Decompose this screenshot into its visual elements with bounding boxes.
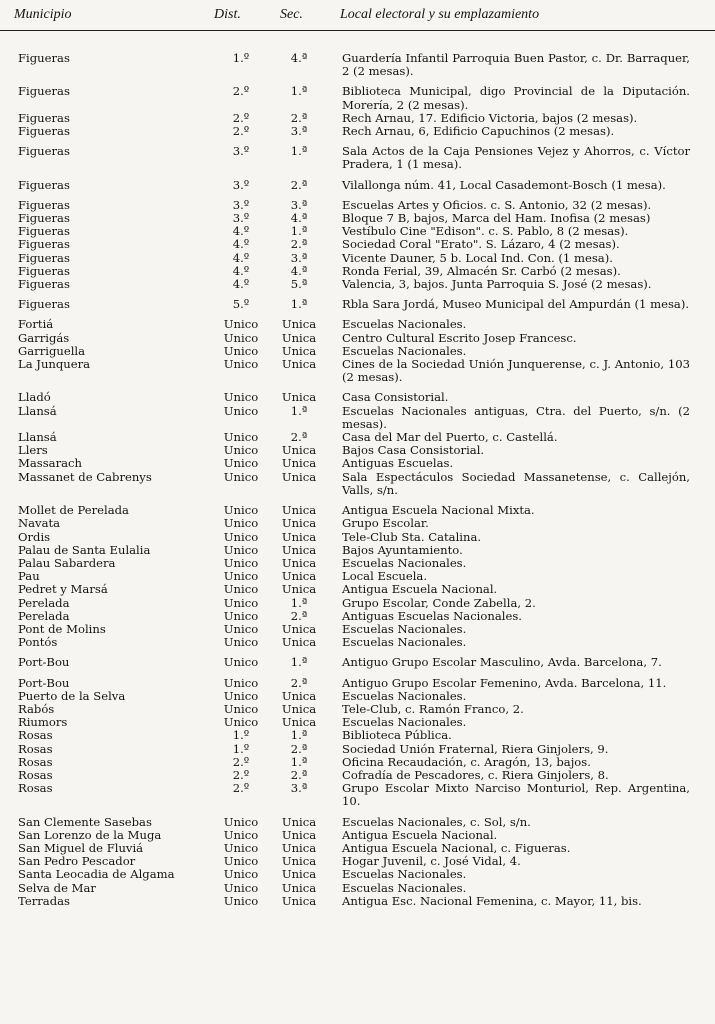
- table-row: [0, 895, 715, 908]
- distrito-cell: Unico: [223, 430, 259, 445]
- seccion-cell: 1.ª: [290, 297, 308, 312]
- table-row: [0, 782, 715, 808]
- municipio-cell: Figueras: [18, 264, 70, 278]
- municipio-cell: Perelada: [18, 609, 70, 623]
- table-row: [0, 882, 715, 895]
- seccion-cell: Unica: [281, 503, 317, 518]
- municipio-cell: Rosas: [18, 755, 53, 769]
- municipio-cell: Terradas: [18, 894, 70, 908]
- local-cell: Bajos Casa Consistorial.: [342, 443, 485, 458]
- local-cell: Antigua Esc. Nacional Femenina, c. Mayor, 11, bis.: [342, 893, 642, 908]
- municipio-cell: Rosas: [18, 768, 53, 782]
- distrito-cell: Unico: [223, 503, 259, 518]
- municipio-cell: Navata: [18, 517, 61, 531]
- seccion-cell: Unica: [281, 582, 317, 597]
- table-row: [0, 405, 715, 431]
- local-cell: Grupo Escolar Mixto Narciso Monturiol, Rep. Argentina, 10.: [342, 781, 690, 809]
- table-row: [0, 85, 715, 111]
- table-row: [0, 829, 715, 842]
- distrito-cell: 2.º: [232, 124, 250, 139]
- seccion-cell: Unica: [281, 443, 317, 458]
- municipio-cell: Palau Sabardera: [18, 556, 116, 570]
- table-row: [0, 656, 715, 669]
- seccion-cell: Unica: [281, 469, 317, 484]
- table-row: [0, 544, 715, 557]
- local-cell: Antigua Escuela Nacional.: [342, 827, 498, 842]
- distrito-cell: 4.º: [232, 277, 250, 292]
- seccion-cell: 4.ª: [290, 263, 308, 278]
- local-cell: Antiguas Escuelas Nacionales.: [342, 608, 522, 623]
- distrito-cell: 4.º: [232, 263, 250, 278]
- seccion-cell: 2.ª: [290, 237, 308, 252]
- municipio-cell: Lladó: [18, 391, 51, 405]
- table-row: [0, 52, 715, 78]
- table-row: [0, 145, 715, 171]
- table-row: [0, 517, 715, 530]
- seccion-cell: Unica: [281, 357, 317, 372]
- municipio-cell: Llers: [18, 444, 48, 458]
- distrito-cell: Unico: [223, 595, 259, 610]
- seccion-cell: Unica: [281, 840, 317, 855]
- local-cell: Escuelas Nacionales.: [342, 867, 467, 882]
- local-cell: Escuelas Nacionales.: [342, 880, 467, 895]
- distrito-cell: 2.º: [232, 84, 250, 99]
- local-cell: Cofradía de Pescadores, c. Riera Ginjolers, 8.: [342, 767, 609, 782]
- municipio-cell: Puerto de la Selva: [18, 689, 126, 703]
- table-row: [0, 179, 715, 192]
- local-cell: Local Escuela.: [342, 569, 428, 584]
- local-cell: Escuelas Nacionales.: [342, 635, 467, 650]
- distrito-cell: 2.º: [232, 110, 250, 125]
- seccion-cell: Unica: [281, 343, 317, 358]
- municipio-cell: Perelada: [18, 596, 70, 610]
- table-row: [0, 358, 715, 384]
- distrito-cell: 3.º: [232, 144, 250, 159]
- municipio-cell: Pont de Molins: [18, 622, 106, 636]
- seccion-cell: 3.ª: [290, 124, 308, 139]
- municipio-cell: Rosas: [18, 742, 53, 756]
- municipio-cell: Fortiá: [18, 318, 54, 332]
- local-cell: Ronda Ferial, 39, Almacén Sr. Carbó (2 mesas).: [342, 263, 621, 278]
- municipio-cell: Massarach: [18, 457, 83, 471]
- seccion-cell: 1.ª: [290, 595, 308, 610]
- seccion-cell: 3.ª: [290, 781, 308, 796]
- table-row: [0, 677, 715, 690]
- local-cell: Cines de la Sociedad Unión Junquerense, c. J. Antonio, 103 (2 mesas).: [342, 357, 690, 385]
- local-cell: Bajos Ayuntamiento.: [342, 542, 463, 557]
- municipio-cell: Figueras: [18, 238, 70, 252]
- municipio-cell: Figueras: [18, 251, 70, 265]
- municipio-cell: Figueras: [18, 278, 70, 292]
- seccion-cell: Unica: [281, 456, 317, 471]
- municipio-cell: Rosas: [18, 782, 53, 796]
- municipio-cell: Figueras: [18, 52, 70, 65]
- table-row: [0, 471, 715, 497]
- distrito-cell: Unico: [223, 542, 259, 557]
- header-local: Local electoral y su emplazamiento: [340, 7, 540, 22]
- local-cell: Antigua Escuela Nacional.: [342, 582, 498, 597]
- table-row: [0, 391, 715, 404]
- municipio-cell: Figueras: [18, 212, 70, 226]
- table-row: [0, 816, 715, 829]
- distrito-cell: Unico: [223, 529, 259, 544]
- local-cell: Escuelas Nacionales, c. Sol, s/n.: [342, 814, 531, 829]
- seccion-cell: 4.ª: [290, 51, 308, 65]
- table-row: [0, 125, 715, 138]
- local-cell: Vicente Dauner, 5 b. Local Ind. Con. (1 mesa).: [342, 250, 613, 265]
- table-row: [0, 597, 715, 610]
- table-body: [0, 52, 715, 908]
- distrito-cell: 5.º: [232, 297, 250, 312]
- seccion-cell: 2.ª: [290, 675, 308, 690]
- local-cell: Valencia, 3, bajos. Junta Parroquia S. José (2 mesas).: [342, 277, 652, 292]
- seccion-cell: Unica: [281, 893, 317, 908]
- table-row: [0, 278, 715, 291]
- distrito-cell: 3.º: [232, 197, 250, 212]
- header-sec: Sec.: [280, 7, 303, 22]
- seccion-cell: 1.ª: [290, 728, 308, 743]
- local-cell: Grupo Escolar, Conde Zabella, 2.: [342, 595, 536, 610]
- municipio-cell: San Lorenzo de la Muga: [18, 828, 162, 842]
- municipio-cell: San Clemente Sasebas: [18, 815, 152, 829]
- seccion-cell: Unica: [281, 529, 317, 544]
- municipio-cell: Figueras: [18, 178, 70, 192]
- local-cell: Escuelas Nacionales.: [342, 555, 467, 570]
- local-cell: Sociedad Unión Fraternal, Riera Ginjolers, 9.: [342, 741, 609, 756]
- distrito-cell: 4.º: [232, 224, 250, 239]
- municipio-cell: La Junquera: [18, 358, 91, 372]
- municipio-cell: Figueras: [18, 85, 70, 99]
- municipio-cell: Figueras: [18, 111, 70, 125]
- seccion-cell: 3.ª: [290, 250, 308, 265]
- distrito-cell: Unico: [223, 635, 259, 650]
- distrito-cell: Unico: [223, 688, 259, 703]
- distrito-cell: Unico: [223, 390, 259, 405]
- distrito-cell: Unico: [223, 621, 259, 636]
- local-cell: Antigua Escuela Nacional Mixta.: [342, 503, 535, 518]
- distrito-cell: 2.º: [232, 767, 250, 782]
- municipio-cell: Figueras: [18, 198, 70, 212]
- table-row: [0, 238, 715, 251]
- distrito-cell: Unico: [223, 569, 259, 584]
- table-row: [0, 457, 715, 470]
- seccion-cell: 1.ª: [290, 144, 308, 159]
- seccion-cell: Unica: [281, 701, 317, 716]
- seccion-cell: Unica: [281, 569, 317, 584]
- municipio-cell: San Miguel de Fluviá: [18, 841, 144, 855]
- distrito-cell: Unico: [223, 456, 259, 471]
- local-cell: Antiguo Grupo Escolar Femenino, Avda. Barcelona, 11.: [342, 675, 667, 690]
- municipio-cell: Garrigás: [18, 331, 70, 345]
- seccion-cell: Unica: [281, 715, 317, 730]
- municipio-cell: Figueras: [18, 225, 70, 239]
- seccion-cell: Unica: [281, 635, 317, 650]
- municipio-cell: Figueras: [18, 298, 70, 312]
- local-cell: Guardería Infantil Parroquia Buen Pastor, c. Dr. Barraquer, 2 (2 mesas).: [342, 51, 690, 79]
- seccion-cell: Unica: [281, 516, 317, 531]
- local-cell: Grupo Escolar.: [342, 516, 429, 531]
- local-cell: Rech Arnau, 17. Edificio Victoria, bajos (2 mesas).: [342, 110, 638, 125]
- local-cell: Vilallonga núm. 41, Local Casademont-Bosch (1 mesa).: [342, 177, 666, 192]
- municipio-cell: Port-Bou: [18, 676, 70, 690]
- table-row: [0, 636, 715, 649]
- municipio-cell: Port-Bou: [18, 656, 70, 670]
- municipio-cell: Figueras: [18, 125, 70, 139]
- distrito-cell: Unico: [223, 715, 259, 730]
- seccion-cell: Unica: [281, 854, 317, 869]
- local-cell: Centro Cultural Escrito Josep Francesc.: [342, 330, 577, 345]
- distrito-cell: 4.º: [232, 237, 250, 252]
- header-dist: Dist.: [214, 7, 241, 22]
- seccion-cell: 2.ª: [290, 741, 308, 756]
- municipio-cell: Mollet de Perelada: [18, 504, 129, 518]
- local-cell: Antiguas Escuelas.: [342, 456, 454, 471]
- municipio-cell: Palau de Santa Eulalia: [18, 543, 151, 557]
- table-row: [0, 332, 715, 345]
- municipio-cell: Figueras: [18, 145, 70, 159]
- table-row: [0, 252, 715, 265]
- seccion-cell: 5.ª: [290, 277, 308, 292]
- municipio-cell: Pedret y Marsá: [18, 583, 108, 597]
- header-municipio: Municipio: [14, 7, 72, 22]
- table-row: [0, 743, 715, 756]
- local-cell: Escuelas Nacionales.: [342, 715, 467, 730]
- distrito-cell: Unico: [223, 655, 259, 670]
- seccion-cell: Unica: [281, 542, 317, 557]
- seccion-cell: Unica: [281, 814, 317, 829]
- distrito-cell: 1.º: [232, 741, 250, 756]
- table-row: [0, 298, 715, 311]
- local-cell: Escuelas Nacionales.: [342, 343, 467, 358]
- distrito-cell: Unico: [223, 880, 259, 895]
- distrito-cell: Unico: [223, 854, 259, 869]
- seccion-cell: Unica: [281, 317, 317, 332]
- municipio-cell: Rabós: [18, 702, 55, 716]
- seccion-cell: 2.ª: [290, 430, 308, 445]
- local-cell: Vestíbulo Cine "Edison". c. S. Pablo, 8 (2 mesas).: [342, 224, 629, 239]
- table-header: [0, 0, 715, 31]
- seccion-cell: 1.ª: [290, 655, 308, 670]
- distrito-cell: Unico: [223, 867, 259, 882]
- seccion-cell: 2.ª: [290, 767, 308, 782]
- municipio-cell: Ordis: [18, 530, 51, 544]
- municipio-cell: Rosas: [18, 729, 53, 743]
- distrito-cell: Unico: [223, 814, 259, 829]
- seccion-cell: 3.ª: [290, 197, 308, 212]
- seccion-cell: Unica: [281, 827, 317, 842]
- seccion-cell: Unica: [281, 880, 317, 895]
- seccion-cell: 1.ª: [290, 403, 308, 418]
- seccion-cell: 2.ª: [290, 177, 308, 192]
- municipio-cell: Santa Leocadia de Algama: [18, 868, 175, 882]
- distrito-cell: 2.º: [232, 754, 250, 769]
- table-row: [0, 868, 715, 881]
- seccion-cell: 1.ª: [290, 84, 308, 99]
- local-cell: Escuelas Nacionales.: [342, 621, 467, 636]
- local-cell: Sala Actos de la Caja Pensiones Vejez y Ahorros, c. Víctor Pradera, 1 (1 mesa).: [342, 144, 690, 172]
- table-row: [0, 610, 715, 623]
- local-cell: Biblioteca Pública.: [342, 728, 452, 743]
- distrito-cell: 3.º: [232, 211, 250, 226]
- seccion-cell: Unica: [281, 867, 317, 882]
- distrito-cell: Unico: [223, 357, 259, 372]
- municipio-cell: Llansá: [18, 431, 57, 445]
- seccion-cell: Unica: [281, 555, 317, 570]
- local-cell: Antigua Escuela Nacional, c. Figueras.: [342, 840, 571, 855]
- seccion-cell: 1.ª: [290, 224, 308, 239]
- distrito-cell: 3.º: [232, 177, 250, 192]
- local-cell: Casa del Mar del Puerto, c. Castellá.: [342, 430, 558, 445]
- seccion-cell: Unica: [281, 330, 317, 345]
- local-cell: Hogar Juvenil, c. José Vidal, 4.: [342, 854, 521, 869]
- distrito-cell: Unico: [223, 443, 259, 458]
- local-cell: Tele-Club Sta. Catalina.: [342, 529, 482, 544]
- local-cell: Escuelas Nacionales.: [342, 688, 467, 703]
- municipio-cell: Selva de Mar: [18, 881, 96, 895]
- local-cell: Sociedad Coral "Erato". S. Lázaro, 4 (2 mesas).: [342, 237, 620, 252]
- seccion-cell: 2.ª: [290, 608, 308, 623]
- seccion-cell: 4.ª: [290, 211, 308, 226]
- local-cell: Rbla Sara Jordá, Museo Municipal del Ampurdán (1 mesa).: [342, 297, 690, 312]
- table-row: [0, 756, 715, 769]
- distrito-cell: Unico: [223, 701, 259, 716]
- seccion-cell: 1.ª: [290, 754, 308, 769]
- distrito-cell: Unico: [223, 516, 259, 531]
- municipio-cell: Garriguella: [18, 344, 86, 358]
- distrito-cell: Unico: [223, 675, 259, 690]
- municipio-cell: Llansá: [18, 404, 57, 418]
- municipio-cell: Pau: [18, 570, 40, 584]
- distrito-cell: Unico: [223, 403, 259, 418]
- local-cell: Escuelas Artes y Oficios. c. S. Antonio, 32 (2 mesas).: [342, 197, 652, 212]
- local-cell: Sala Espectáculos Sociedad Massanetense, c. Callejón, Valls, s/n.: [342, 469, 690, 497]
- local-cell: Casa Consistorial.: [342, 390, 449, 405]
- distrito-cell: Unico: [223, 317, 259, 332]
- table-row: [0, 318, 715, 331]
- distrito-cell: Unico: [223, 608, 259, 623]
- local-cell: Escuelas Nacionales antiguas, Ctra. del Puerto, s/n. (2 mesas).: [342, 403, 690, 431]
- distrito-cell: Unico: [223, 555, 259, 570]
- distrito-cell: 2.º: [232, 781, 250, 796]
- distrito-cell: 1.º: [232, 51, 250, 65]
- distrito-cell: Unico: [223, 840, 259, 855]
- distrito-cell: Unico: [223, 330, 259, 345]
- local-cell: Biblioteca Municipal, digo Provincial de la Diputación. Morería, 2 (2 mesas).: [342, 84, 690, 112]
- local-cell: Bloque 7 B, bajos, Marca del Ham. Inofisa (2 mesas): [342, 211, 651, 226]
- distrito-cell: Unico: [223, 469, 259, 484]
- local-cell: Rech Arnau, 6, Edificio Capuchinos (2 mesas).: [342, 124, 615, 139]
- table-row: [0, 531, 715, 544]
- distrito-cell: Unico: [223, 343, 259, 358]
- municipio-cell: Pontós: [18, 636, 58, 650]
- seccion-cell: 2.ª: [290, 110, 308, 125]
- table-row: [0, 690, 715, 703]
- local-cell: Oficina Recaudación, c. Aragón, 13, bajos.: [342, 754, 591, 769]
- distrito-cell: 4.º: [232, 250, 250, 265]
- seccion-cell: Unica: [281, 390, 317, 405]
- seccion-cell: Unica: [281, 688, 317, 703]
- distrito-cell: Unico: [223, 582, 259, 597]
- municipio-cell: San Pedro Pescador: [18, 855, 136, 869]
- local-cell: Tele-Club, c. Ramón Franco, 2.: [342, 701, 524, 716]
- table-row: [0, 729, 715, 742]
- seccion-cell: Unica: [281, 621, 317, 636]
- distrito-cell: Unico: [223, 893, 259, 908]
- distrito-cell: Unico: [223, 827, 259, 842]
- local-cell: Escuelas Nacionales.: [342, 317, 467, 332]
- distrito-cell: 1.º: [232, 728, 250, 743]
- local-cell: Antiguo Grupo Escolar Masculino, Avda. Barcelona, 7.: [342, 655, 662, 670]
- municipio-cell: Riumors: [18, 716, 68, 730]
- municipio-cell: Massanet de Cabrenys: [18, 470, 152, 484]
- table-row: [0, 583, 715, 596]
